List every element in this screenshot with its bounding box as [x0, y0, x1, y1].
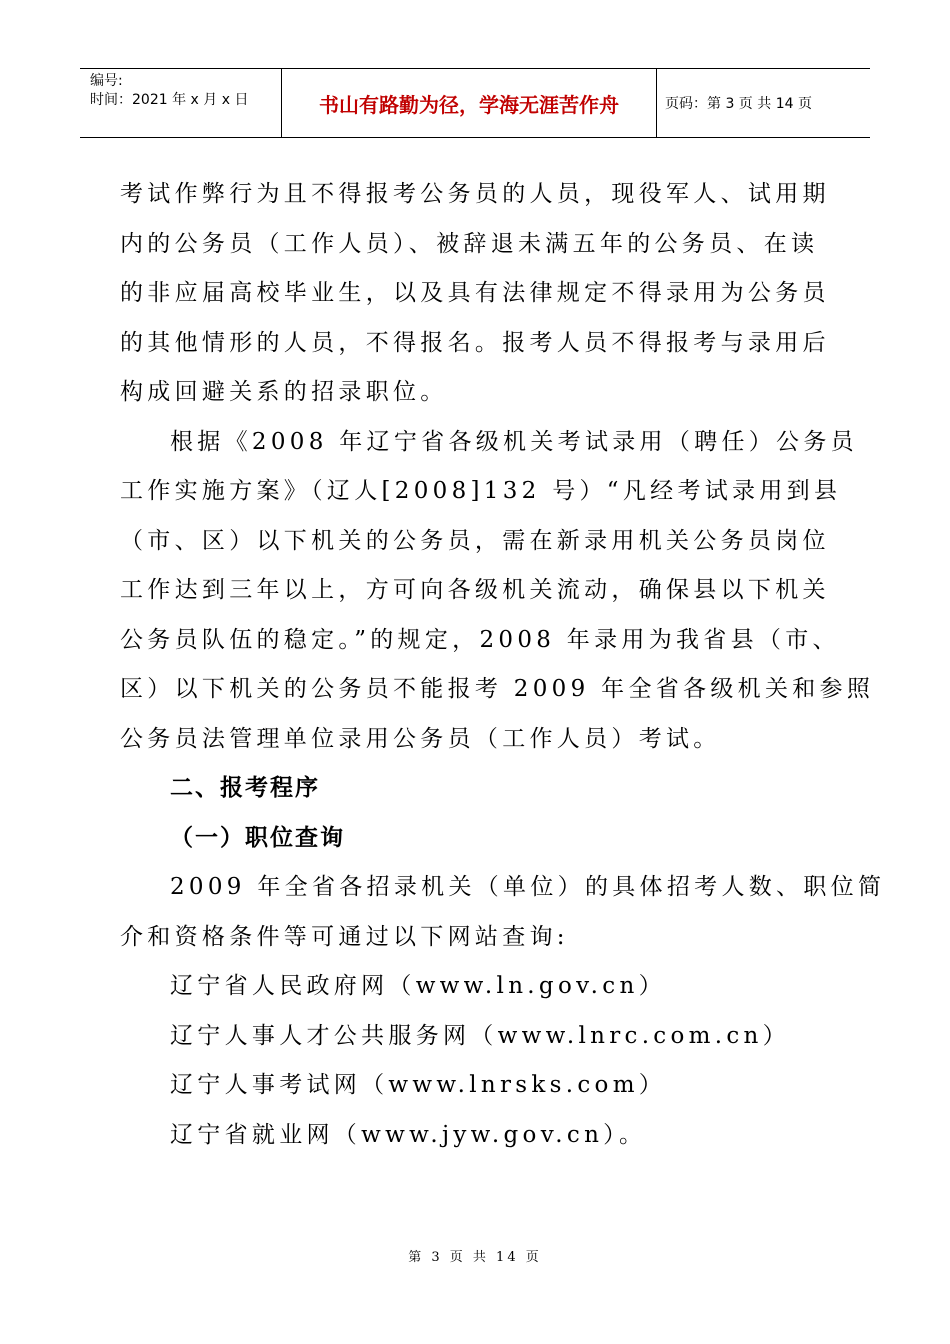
paragraph-line: 公务员队伍的稳定。”的规定，2008 年录用为我省县（市、 — [120, 626, 840, 653]
paragraph-line: 根据《2008 年辽宁省各级机关考试录用（聘任）公务员 — [170, 428, 858, 455]
paragraph-line: 工作达到三年以上，方可向各级机关流动，确保县以下机关 — [120, 577, 830, 603]
document-body — [120, 170, 886, 1160]
section-heading: 二、报考程序 — [170, 775, 320, 801]
paragraph-line: （市、区）以下机关的公务员，需在新录用机关公务员岗位 — [120, 527, 830, 554]
paragraph-line: 考试作弊行为且不得报考公务员的人员，现役军人、试用期 — [120, 181, 830, 207]
website-item: 辽宁省人民政府网（www.ln.gov.cn） — [170, 973, 666, 999]
website-item: 辽宁人事考试网（www.lnrsks.com） — [170, 1072, 667, 1098]
website-item: 辽宁省就业网（www.jyw.gov.cn）。 — [170, 1121, 647, 1148]
subsection-heading: （一）职位查询 — [170, 824, 345, 851]
paragraph-line: 2009 年全省各招录机关（单位）的具体招考人数、职位简 — [170, 874, 886, 900]
paragraph-line: 构成回避关系的招录职位。 — [120, 379, 448, 405]
header-left-cell — [80, 69, 282, 137]
number-label: 编号: — [90, 73, 123, 89]
paragraph-line: 公务员法管理单位录用公务员（工作人员）考试。 — [120, 725, 721, 752]
paragraph-line: 内的公务员（工作人员）、被辞退未满五年的公务员、在读 — [120, 230, 819, 257]
page-footer: 第 3 页 共 14 页 — [408, 1250, 542, 1265]
paragraph-line: 的其他情形的人员，不得报名。报考人员不得报考与录用后 — [120, 329, 830, 356]
page-header — [80, 68, 870, 138]
paragraph-line: 的非应届高校毕业生，以及具有法律规定不得录用为公务员 — [120, 280, 830, 306]
header-page-info: 页码：第 3 页 共 14 页 — [665, 96, 812, 112]
paragraph-line: 介和资格条件等可通过以下网站查询: — [120, 923, 569, 950]
paragraph-line: 区）以下机关的公务员不能报考 2009 年全省各级机关和参照 — [120, 676, 875, 702]
paragraph-line: 工作实施方案》（辽人[2008]132 号）“凡经考试录用到县 — [120, 478, 842, 504]
header-motto: 书山有路勤为径，学海无涯苦作舟 — [282, 69, 657, 137]
website-item: 辽宁人事人才公共服务网（www.lnrc.com.cn） — [170, 1022, 790, 1049]
time-label: 时间：2021 年 x 月 x 日 — [90, 92, 249, 108]
